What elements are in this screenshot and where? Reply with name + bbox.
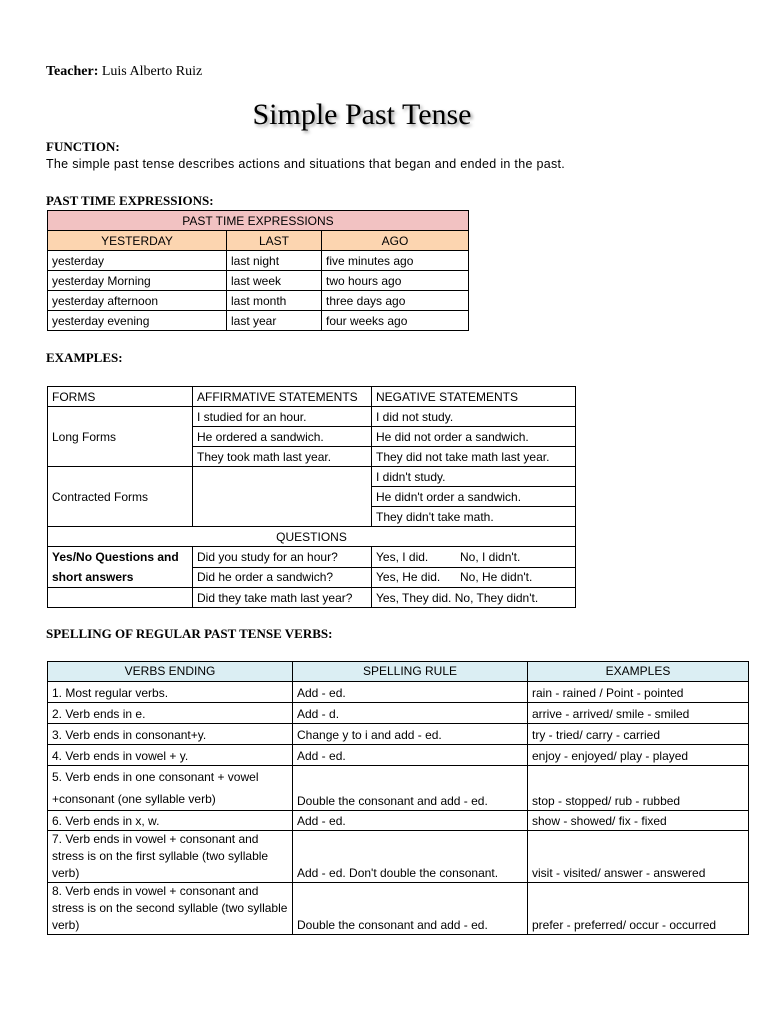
table-cell: Add - ed. bbox=[293, 811, 528, 831]
table-cell: Add - ed. bbox=[293, 682, 528, 703]
table-row bbox=[48, 407, 576, 427]
table-cell: I didn't study. bbox=[372, 467, 576, 487]
past-time-expressions-table bbox=[47, 210, 469, 331]
table-cell: stop - stopped/ rub - rubbed bbox=[528, 766, 749, 811]
table-cell: rain - rained / Point - pointed bbox=[528, 682, 749, 703]
table-cell: 1. Most regular verbs. bbox=[48, 682, 293, 703]
table-cell: 4. Verb ends in vowel + y. bbox=[48, 745, 293, 766]
table-cell: Change y to i and add - ed. bbox=[293, 724, 528, 745]
column-header-forms: FORMS bbox=[48, 387, 193, 407]
table-cell: last month bbox=[227, 291, 322, 311]
table-cell: Did he order a sandwich? bbox=[193, 567, 372, 588]
table-cell: yesterday evening bbox=[48, 311, 227, 331]
table-cell: I did not study. bbox=[372, 407, 576, 427]
questions-label-line-1: Yes/No Questions and bbox=[52, 550, 179, 564]
table-row bbox=[48, 811, 749, 831]
column-header-examples: EXAMPLES bbox=[528, 662, 749, 682]
table-cell bbox=[372, 547, 576, 568]
table-cell: last week bbox=[227, 271, 322, 291]
short-answer-no: No, They didn't. bbox=[454, 590, 539, 605]
table-row bbox=[48, 831, 749, 883]
table-row bbox=[48, 251, 469, 271]
table-cell: I studied for an hour. bbox=[193, 407, 372, 427]
column-header-yesterday: YESTERDAY bbox=[48, 231, 227, 251]
table-cell: yesterday afternoon bbox=[48, 291, 227, 311]
table-cell: He ordered a sandwich. bbox=[193, 427, 372, 447]
column-header-ago: AGO bbox=[322, 231, 469, 251]
column-header-affirmative: AFFIRMATIVE STATEMENTS bbox=[193, 387, 372, 407]
table-cell: They didn't take math. bbox=[372, 507, 576, 527]
table-cell: 2. Verb ends in e. bbox=[48, 703, 293, 724]
table-cell: 6. Verb ends in x, w. bbox=[48, 811, 293, 831]
table-row bbox=[48, 745, 749, 766]
table-row bbox=[48, 588, 576, 608]
table-cell bbox=[372, 588, 576, 608]
contracted-forms-label: Contracted Forms bbox=[48, 467, 193, 527]
table-cell: arrive - arrived/ smile - smiled bbox=[528, 703, 749, 724]
examples-heading: EXAMPLES: bbox=[46, 350, 123, 365]
table-cell bbox=[193, 467, 372, 527]
table-cell: Double the consonant and add - ed. bbox=[293, 766, 528, 811]
table-cell: try - tried/ carry - carried bbox=[528, 724, 749, 745]
table-cell: Did they take math last year? bbox=[193, 588, 372, 608]
table-row bbox=[48, 291, 469, 311]
spelling-table bbox=[47, 661, 749, 935]
table-cell: 7. Verb ends in vowel + consonant and stress is on the first syllable (two syllable verb) bbox=[48, 831, 293, 883]
table-cell: last night bbox=[227, 251, 322, 271]
table-cell: He did not order a sandwich. bbox=[372, 427, 576, 447]
page-title: Simple Past Tense bbox=[252, 98, 472, 131]
short-answer-no: No, I didn't. bbox=[460, 549, 521, 564]
table-cell: two hours ago bbox=[322, 271, 469, 291]
table-cell: 8. Verb ends in vowel + consonant and stress is on the second syllable (two syllable verb) bbox=[48, 883, 293, 935]
table-row bbox=[48, 271, 469, 291]
table-cell: 5. Verb ends in one consonant + vowel +consonant (one syllable verb) bbox=[48, 766, 293, 811]
table-cell: Add - ed. Don't double the consonant. bbox=[293, 831, 528, 883]
table-cell: show - showed/ fix - fixed bbox=[528, 811, 749, 831]
table-row bbox=[48, 682, 749, 703]
table-cell: prefer - preferred/ occur - occurred bbox=[528, 883, 749, 935]
column-header-spelling-rule: SPELLING RULE bbox=[293, 662, 528, 682]
long-forms-label: Long Forms bbox=[48, 407, 193, 467]
table-row bbox=[48, 766, 749, 811]
table-row bbox=[48, 703, 749, 724]
short-answer-yes: Yes, I did. bbox=[376, 549, 429, 564]
table-cell: four weeks ago bbox=[322, 311, 469, 331]
table-cell bbox=[372, 567, 576, 588]
table-cell: yesterday bbox=[48, 251, 227, 271]
table-row bbox=[48, 547, 576, 568]
table-cell: Add - d. bbox=[293, 703, 528, 724]
table-cell: five minutes ago bbox=[322, 251, 469, 271]
table-cell bbox=[48, 588, 193, 608]
table-cell: visit - visited/ answer - answered bbox=[528, 831, 749, 883]
examples-table bbox=[47, 386, 576, 608]
table-row bbox=[48, 724, 749, 745]
teacher-label: Teacher: bbox=[46, 64, 99, 79]
teacher-line bbox=[46, 64, 202, 80]
function-heading: FUNCTION: bbox=[46, 139, 120, 154]
table-cell: enjoy - enjoyed/ play - played bbox=[528, 745, 749, 766]
short-answer-yes: Yes, They did. bbox=[376, 590, 452, 605]
expressions-heading: PAST TIME EXPRESSIONS: bbox=[46, 193, 214, 208]
expressions-table-title: PAST TIME EXPRESSIONS bbox=[48, 211, 469, 231]
table-row bbox=[48, 883, 749, 935]
table-cell: three days ago bbox=[322, 291, 469, 311]
column-header-negative: NEGATIVE STATEMENTS bbox=[372, 387, 576, 407]
questions-label bbox=[48, 547, 193, 588]
spelling-heading: SPELLING OF REGULAR PAST TENSE VERBS: bbox=[46, 626, 333, 641]
table-cell: Add - ed. bbox=[293, 745, 528, 766]
table-cell: They did not take math last year. bbox=[372, 447, 576, 467]
column-header-last: LAST bbox=[227, 231, 322, 251]
short-answer-no: No, He didn't. bbox=[460, 570, 533, 585]
short-answer-yes: Yes, He did. bbox=[376, 570, 441, 585]
table-cell: Double the consonant and add - ed. bbox=[293, 883, 528, 935]
table-cell: They took math last year. bbox=[193, 447, 372, 467]
table-cell: yesterday Morning bbox=[48, 271, 227, 291]
table-cell: 3. Verb ends in consonant+y. bbox=[48, 724, 293, 745]
questions-label-line-2: short answers bbox=[52, 570, 134, 584]
function-text: The simple past tense describes actions and situations that began and ended in the past. bbox=[46, 157, 566, 171]
column-header-verbs-ending: VERBS ENDING bbox=[48, 662, 293, 682]
teacher-name: Luis Alberto Ruiz bbox=[101, 64, 203, 79]
table-cell: last year bbox=[227, 311, 322, 331]
table-cell: Did you study for an hour? bbox=[193, 547, 372, 568]
questions-header: QUESTIONS bbox=[48, 527, 576, 547]
table-row bbox=[48, 467, 576, 487]
table-row bbox=[48, 311, 469, 331]
table-cell: He didn't order a sandwich. bbox=[372, 487, 576, 507]
